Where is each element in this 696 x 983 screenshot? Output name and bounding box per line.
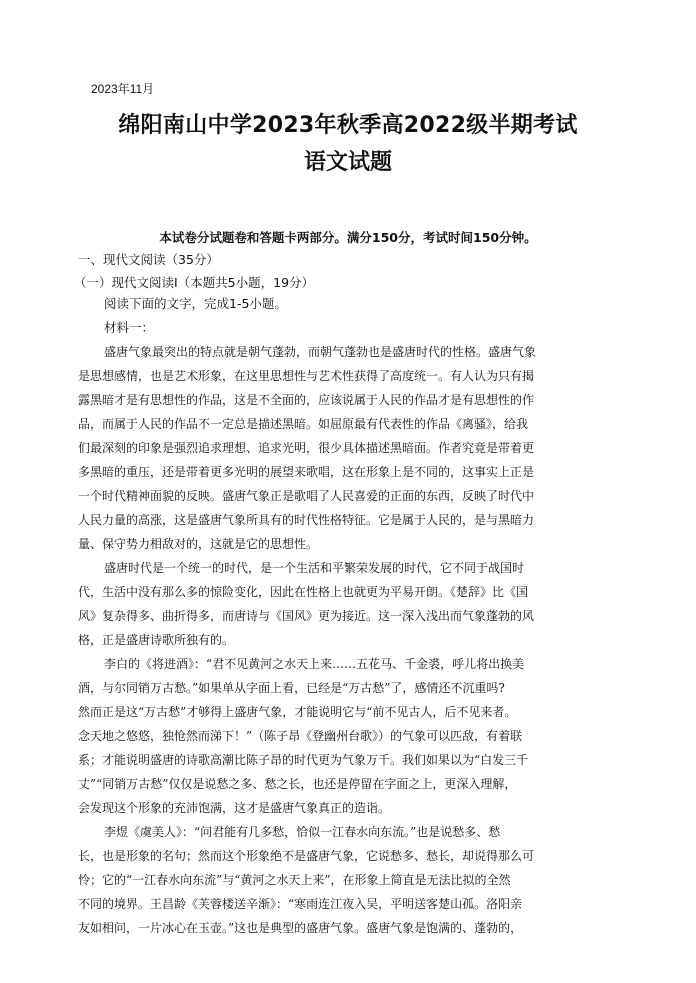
paragraph-line: 长，也是形象的名句；然而这个形象绝不是盛唐气象，它说愁多、愁长，却说得那么可 xyxy=(78,849,535,863)
section-heading: 一、现代文阅读（35分） xyxy=(78,252,219,267)
paragraph-line: 们最深刻的印象是强烈追求理想、追求光明，很少具体描述黑暗面。作者究竟是带着更 xyxy=(78,441,535,455)
paragraph-line: 友如相问，一片冰心在玉壶。”这也是典型的盛唐气象。盛唐气象是饱满的、蓬勃的， xyxy=(78,921,523,935)
paragraph-line: 系；才能说明盛唐的诗歌高潮比陈子昂的时代更为气象万千。我们如果以为“白发三千 xyxy=(78,753,529,767)
paragraph-line: 李白的《将进酒》：“君不见黄河之水天上来……五花马、千金裘，呼儿将出换美 xyxy=(104,657,525,671)
exam-date: 2023年11月 xyxy=(91,82,155,96)
paragraph-line: 念天地之悠悠，独怆然而涕下！”（陈子昂《登幽州台歌》）的气象可以匹敌，有着联 xyxy=(78,729,523,743)
paragraph-line: 怜；它的“一江春水向东流”与“黄河之水天上来”，在形象上简直是无法比拟的全然 xyxy=(78,873,511,887)
paragraph-line: 然而正是这“万古愁”才够得上盛唐气象，才能说明它与“前不见古人，后不见来者。 xyxy=(78,705,517,719)
paragraph-line: 盛唐气象最突出的特点就是朝气蓬勃，而朝气蓬勃也是盛唐时代的性格。盛唐气象 xyxy=(104,345,537,359)
paragraph-line: 不同的境界。王昌龄《芙蓉楼送辛渐》：“寒雨连江夜入吴，平明送客楚山孤。洛阳亲 xyxy=(78,897,523,911)
paragraph-line: 风》复杂得多、曲折得多，而唐诗与《国风》更为接近。这一深入浅出而气象蓬勃的风 xyxy=(78,609,535,623)
paragraph-line: 一个时代精神面貌的反映。盛唐气象正是歌唱了人民喜爱的正面的东西，反映了时代中 xyxy=(78,489,535,503)
paragraph-line: 人民力量的高涨，这是盛唐气象所具有的时代性格特征。它是属于人民的，是与黑暗力 xyxy=(78,513,535,527)
paragraph-line: 露黑暗才是有思想性的作品，这是不全面的，应该说属于人民的作品才是有思想性的作 xyxy=(78,393,535,407)
paragraph-line: 会发现这个形象的充沛饱满，这才是盛唐气象真正的造诣。 xyxy=(78,801,391,815)
instruction-text: 阅读下面的文字，完成1-5小题。 xyxy=(104,296,287,311)
exam-subtitle: 语文试题 xyxy=(303,150,392,175)
paragraph-line: 格，正是盛唐诗歌所独有的。 xyxy=(78,633,235,647)
paragraph-line: 盛唐时代是一个统一的时代，是一个生活和平繁荣发展的时代，它不同于战国时 xyxy=(104,561,525,575)
paragraph-line: 量、保守势力相敌对的，这就是它的思想性。 xyxy=(78,537,319,551)
paragraph-line: 酒，与尔同销万古愁。”如果单从字面上看，已经是“万古愁”了，感情还不沉重吗? xyxy=(78,681,505,695)
paragraph-line: 多黑暗的重压，还是带着更多光明的展望来歌唱，这在形象上是不同的，这事实上正是 xyxy=(78,465,535,479)
paragraph-line: 李煜《虞美人》：“问君能有几多愁，恰似一江春水向东流。”也是说愁多、愁 xyxy=(104,825,501,839)
paragraph-line: 丈”“同销万古愁”仅仅是说愁之多、愁之长，也还是停留在字面之上，更深入理解， xyxy=(78,777,517,791)
subsection-heading: （一）现代文阅读Ⅰ（本题共5小题，19分） xyxy=(74,275,315,290)
material-label: 材料一： xyxy=(104,320,155,335)
paragraph-line: 代，生活中没有那么多的惊险变化，因此在性格上也就更为平易开朗。《楚辞》比《国 xyxy=(78,585,529,599)
paragraph-line: 是思想感情，也是艺术形象，在这里思想性与艺术性获得了高度统一。有人认为只有揭 xyxy=(78,369,535,383)
paragraph-line: 品，而属于人民的作品不一定总是描述黑暗。如屈原最有代表性的作品《离骚》，给我 xyxy=(78,417,529,431)
exam-title: 绵阳南山中学2023年秋季高2022级半期考试 xyxy=(118,113,578,138)
exam-notice: 本试卷分试题卷和答题卡两部分。满分150分，考试时间150分钟。 xyxy=(159,230,537,245)
